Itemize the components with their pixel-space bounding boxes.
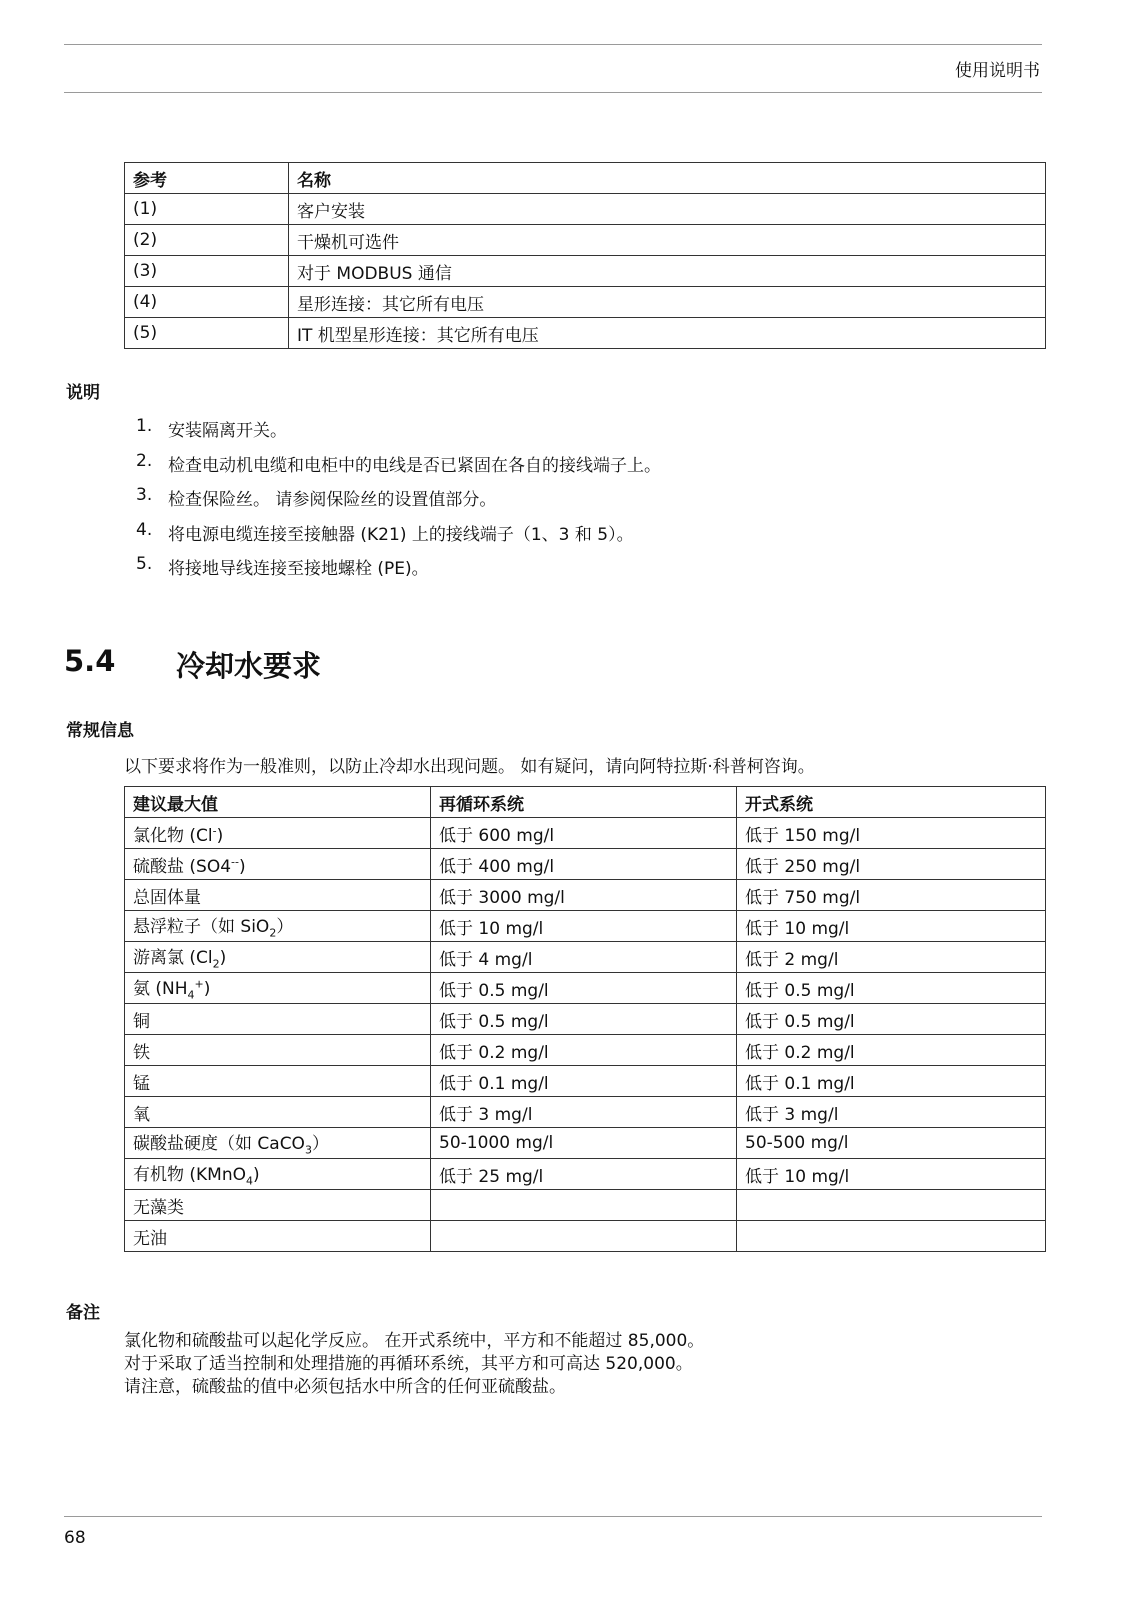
step-number: 1. <box>136 416 153 436</box>
intro-text: 以下要求将作为一般准则，以防止冷却水出现问题。 如有疑问，请向阿特拉斯·科普柯咨询。 <box>124 757 815 777</box>
column-header: 名称 <box>289 163 1046 194</box>
recirculating-value: 低于 4 mg/l <box>431 942 737 973</box>
open-system-value: 低于 0.5 mg/l <box>737 973 1046 1004</box>
recirculating-value: 低于 0.5 mg/l <box>431 973 737 1004</box>
parameter-name: 无藻类 <box>133 1197 184 1218</box>
step-text: 检查电动机电缆和电柜中的电线是否已紧固在各自的接线端子上。 <box>168 455 661 476</box>
table-row <box>125 1097 1046 1128</box>
parameter-name: 总固体量 <box>133 887 201 908</box>
parameter-name: 氨 (NH <box>133 979 188 1000</box>
chapter-title: 冷却水要求 <box>176 649 322 683</box>
name-cell: 客户安装 <box>289 194 1046 225</box>
parameter-cell <box>125 880 431 911</box>
ref-cell: (2) <box>125 225 289 256</box>
parameter-cell <box>125 942 431 973</box>
table-row <box>125 1128 1046 1159</box>
parameter-name: 铁 <box>133 1042 150 1063</box>
ref-cell: (4) <box>125 287 289 318</box>
ref-cell: (3) <box>125 256 289 287</box>
open-system-value: 低于 250 mg/l <box>737 849 1046 880</box>
table-row <box>125 1221 1046 1252</box>
recirculating-value: 低于 400 mg/l <box>431 849 737 880</box>
header-rule-top <box>64 44 1042 45</box>
recirculating-value: 低于 3000 mg/l <box>431 880 737 911</box>
name-cell: IT 机型星形连接：其它所有电压 <box>289 318 1046 349</box>
parameter-name: 锰 <box>133 1073 150 1094</box>
table-row <box>125 818 1046 849</box>
recirculating-value <box>431 1190 737 1221</box>
step-number: 2. <box>136 450 153 471</box>
superscript: + <box>194 977 204 991</box>
parameter-name: 氧 <box>133 1104 150 1125</box>
table-header-row <box>125 163 1046 194</box>
parameter-cell <box>125 849 431 880</box>
open-system-value: 低于 750 mg/l <box>737 880 1046 911</box>
subscript: 4 <box>246 1174 254 1188</box>
reference-table <box>124 162 1046 349</box>
parameter-suffix: ） <box>311 1134 329 1155</box>
recirculating-value: 低于 25 mg/l <box>431 1159 737 1190</box>
subscript: 2 <box>269 926 277 940</box>
parameter-cell <box>125 1097 431 1128</box>
parameter-cell <box>125 1066 431 1097</box>
column-header: 建议最大值 <box>125 787 431 818</box>
note-line: 对于采取了适当控制和处理措施的再循环系统，其平方和可高达 520,000。 <box>124 1354 693 1374</box>
table-row <box>125 1004 1046 1035</box>
table-row <box>125 318 1046 349</box>
header-rule-bottom <box>64 92 1042 93</box>
table-row <box>125 1159 1046 1190</box>
parameter-name: 悬浮粒子（如 SiO <box>133 917 270 938</box>
open-system-value: 50-500 mg/l <box>737 1128 1046 1159</box>
recirculating-value: 50-1000 mg/l <box>431 1128 737 1159</box>
parameter-suffix: ) <box>203 979 211 1000</box>
parameter-suffix: ) <box>219 948 227 969</box>
table-row <box>125 287 1046 318</box>
recirculating-value: 低于 10 mg/l <box>431 911 737 942</box>
step-text: 将电源电缆连接至接触器 (K21) 上的接线端子（1、3 和 5）。 <box>168 524 634 545</box>
step-text: 安装隔离开关。 <box>168 421 287 441</box>
name-cell: 星形连接：其它所有电压 <box>289 287 1046 318</box>
table-row <box>125 256 1046 287</box>
parameter-name: 有机物 (KMnO <box>133 1165 247 1186</box>
parameter-name: 铜 <box>133 1011 150 1032</box>
parameter-suffix: ) <box>253 1165 260 1186</box>
parameter-cell <box>125 1035 431 1066</box>
parameter-cell <box>125 973 431 1004</box>
parameter-cell <box>125 1128 431 1159</box>
recirculating-value: 低于 0.2 mg/l <box>431 1035 737 1066</box>
parameter-suffix: ） <box>276 917 294 938</box>
parameter-suffix: ) <box>216 825 224 846</box>
open-system-value: 低于 3 mg/l <box>737 1097 1046 1128</box>
instructions-heading: 说明 <box>66 383 100 403</box>
notes-heading: 备注 <box>66 1303 100 1323</box>
open-system-value: 低于 0.2 mg/l <box>737 1035 1046 1066</box>
subscript: 3 <box>304 1143 312 1157</box>
parameter-cell <box>125 1004 431 1035</box>
parameter-name: 无油 <box>133 1228 167 1249</box>
step-text: 将接地导线连接至接地螺栓 (PE)。 <box>168 559 429 579</box>
page-number: 68 <box>64 1528 86 1548</box>
parameter-name: 碳酸盐硬度（如 CaCO <box>133 1134 305 1155</box>
name-cell: 干燥机可选件 <box>289 225 1046 256</box>
open-system-value: 低于 2 mg/l <box>737 942 1046 973</box>
recirculating-value: 低于 0.5 mg/l <box>431 1004 737 1035</box>
parameter-cell <box>125 1190 431 1221</box>
list-item <box>136 416 661 451</box>
step-number: 3. <box>136 485 153 505</box>
ref-cell: (5) <box>125 318 289 349</box>
table-row <box>125 973 1046 1004</box>
open-system-value: 低于 0.1 mg/l <box>737 1066 1046 1097</box>
open-system-value: 低于 10 mg/l <box>737 911 1046 942</box>
parameter-cell <box>125 818 431 849</box>
parameter-cell <box>125 1159 431 1190</box>
open-system-value: 低于 10 mg/l <box>737 1159 1046 1190</box>
note-line: 请注意，硫酸盐的值中必须包括水中所含的任何亚硫酸盐。 <box>124 1377 566 1397</box>
ref-cell: (1) <box>125 194 289 225</box>
recirculating-value: 低于 3 mg/l <box>431 1097 737 1128</box>
table-row <box>125 1190 1046 1221</box>
subscript: 2 <box>212 957 220 971</box>
superscript: - <box>212 823 217 837</box>
chapter-heading <box>64 644 321 685</box>
step-number: 4. <box>136 519 153 540</box>
water-requirements-table <box>124 786 1046 1252</box>
note-line: 氯化物和硫酸盐可以起化学反应。 在开式系统中，平方和不能超过 85,000。 <box>124 1331 705 1351</box>
list-item <box>136 520 661 555</box>
column-header: 开式系统 <box>737 787 1046 818</box>
list-item <box>136 451 661 486</box>
parameter-cell <box>125 1221 431 1252</box>
instruction-list <box>136 416 661 589</box>
list-item <box>136 485 661 520</box>
parameter-cell <box>125 911 431 942</box>
table-header-row <box>125 787 1046 818</box>
open-system-value: 低于 0.5 mg/l <box>737 1004 1046 1035</box>
open-system-value: 低于 150 mg/l <box>737 818 1046 849</box>
recirculating-value: 低于 0.1 mg/l <box>431 1066 737 1097</box>
parameter-name: 硫酸盐 (SO4 <box>133 856 232 877</box>
notes-text <box>124 1330 704 1399</box>
step-text: 检查保险丝。 请参阅保险丝的设置值部分。 <box>168 490 497 510</box>
open-system-value <box>737 1221 1046 1252</box>
recirculating-value <box>431 1221 737 1252</box>
subscript: 4 <box>187 988 195 1002</box>
table-row <box>125 911 1046 942</box>
table-row <box>125 1066 1046 1097</box>
table-row <box>125 849 1046 880</box>
parameter-name: 游离氯 (Cl <box>133 948 213 969</box>
chapter-number: 5.4 <box>64 644 116 678</box>
column-header: 参考 <box>125 163 289 194</box>
footer-rule <box>64 1516 1042 1517</box>
table-row <box>125 1035 1046 1066</box>
general-info-heading: 常规信息 <box>66 721 134 741</box>
recirculating-value: 低于 600 mg/l <box>431 818 737 849</box>
table-row <box>125 225 1046 256</box>
table-row <box>125 942 1046 973</box>
table-row <box>125 880 1046 911</box>
parameter-name: 氯化物 (Cl <box>133 825 213 846</box>
list-item <box>136 554 661 589</box>
table-row <box>125 194 1046 225</box>
superscript: -- <box>231 854 239 868</box>
open-system-value <box>737 1190 1046 1221</box>
header-title: 使用说明书 <box>955 61 1040 81</box>
parameter-suffix: ) <box>238 856 246 877</box>
column-header: 再循环系统 <box>431 787 737 818</box>
name-cell: 对于 MODBUS 通信 <box>289 256 1046 287</box>
step-number: 5. <box>136 554 153 574</box>
